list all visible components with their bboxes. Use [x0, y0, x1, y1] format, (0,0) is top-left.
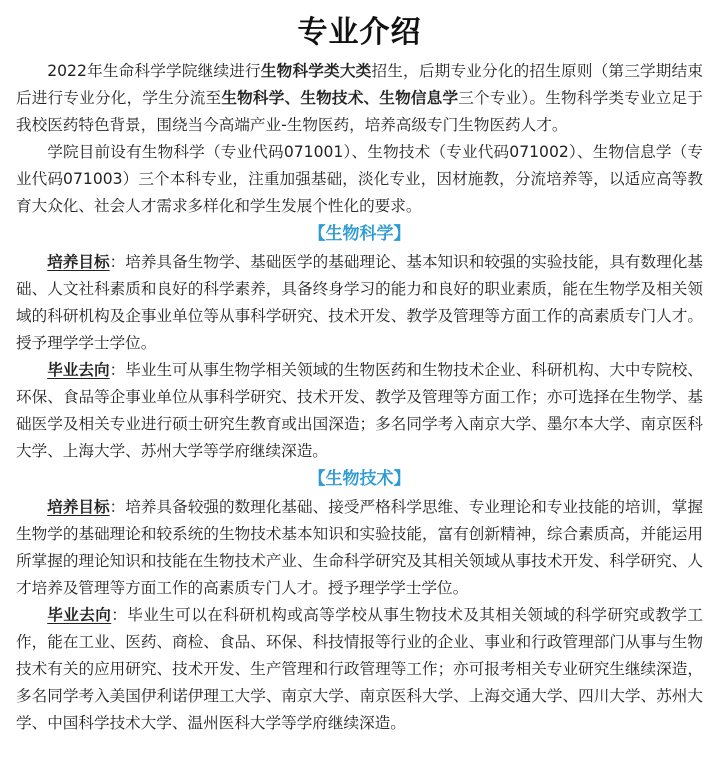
biotech-career-paragraph — [16, 602, 703, 737]
biotech-goal-text: ：培养具备较强的数理化基础、接受严格科学思维、专业理论和专业技能的培训，掌握生物学的基础理论和较系统的生物技术基本知识和实验技能，富有创新精神，综合素质高，并能运用所掌握的理论知识和技能在生物技术产业、生命科学研究及其相关领域从事技术开发、科学研究、人才培养及管理等方面工作的高素质专门人才。授予理学学士学位。 — [16, 498, 703, 597]
document-page — [0, 14, 715, 737]
intro-paragraph-2: 学院目前设有生物科学（专业代码071001）、生物技术（专业代码071002）、生物信息学（专业代码071003）三个本科专业，注重加强基础，淡化专业，因材施教，分流培养等，以适应高等教育大众化、社会人才需求多样化和学生发展个性化的要求。 — [16, 143, 703, 215]
page-title: 专业介绍 — [297, 15, 422, 50]
intro-text-a: 2022年生命科学学院继续进行 — [47, 62, 261, 80]
intro-bold-category: 生物科学类大类 — [260, 62, 372, 80]
bioscience-career-paragraph — [16, 357, 703, 465]
bioscience-goal-label: 培养目标 — [47, 253, 110, 271]
biotech-career-label: 毕业去向 — [47, 606, 112, 624]
bioscience-goal-paragraph — [16, 249, 703, 357]
intro-text-c: 招生，后期专业分化的招生原则（第三学期结束后进行专业分化，学生分流至 — [16, 62, 703, 107]
intro-bold-majors: 生物科学、生物技术、生物信息学 — [221, 89, 459, 107]
bioscience-career-text: ：毕业生可从事生物学相关领域的生物医药和生物技术企业、科研机构、大中专院校、环保、食品等企事业单位从事科学研究、技术开发、教学及管理等方面工作；亦可选择在生物学、基础医学及相关专业进行硕士研究生教育或出国深造；多名同学考入南京大学、墨尔本大学、南京医科大学、上海大学、苏州大学等学府继续深造。 — [16, 361, 703, 460]
intro-paragraph-1 — [16, 58, 703, 139]
section-heading-biotech: 【生物技术】 — [308, 469, 411, 489]
biotech-career-text: ：毕业生可以在科研机构或高等学校从事生物技术及其相关领域的科学研究或教学工作，能在工业、医药、商检、食品、环保、科技情报等行业的企业、事业和行政管理部门从事与生物技术有关的应用研究、技术开发、生产管理和行政管理等工作；亦可报考相关专业研究生继续深造，多名同学考入美国伊利诺伊理工大学、南京大学、南京医科大学、上海交通大学、四川大学、苏州大学、中国科学技术大学、温州医科大学等学府继续深造。 — [16, 606, 703, 732]
biotech-goal-label: 培养目标 — [47, 498, 110, 516]
intro-text-e: 三个专业）。生物科学类专业立足于我校医药特色背景，围绕当今高端产业-生物医药，培养高级专门生物医药人才。 — [16, 89, 703, 134]
bioscience-career-label: 毕业去向 — [47, 361, 110, 379]
biotech-goal-paragraph — [16, 494, 703, 602]
bioscience-goal-text: ：培养具备生物学、基础医学的基础理论、基本知识和较强的实验技能，具有数理化基础、人文社科素质和良好的科学素养，具备终身学习的能力和良好的职业素质，能在生物学及相关领域的科研机构及企事业单位等从事科学研究、技术开发、教学及管理等方面工作的高素质专门人才。授予理学学士学位。 — [16, 253, 703, 352]
section-heading-bioscience: 【生物科学】 — [308, 224, 411, 244]
